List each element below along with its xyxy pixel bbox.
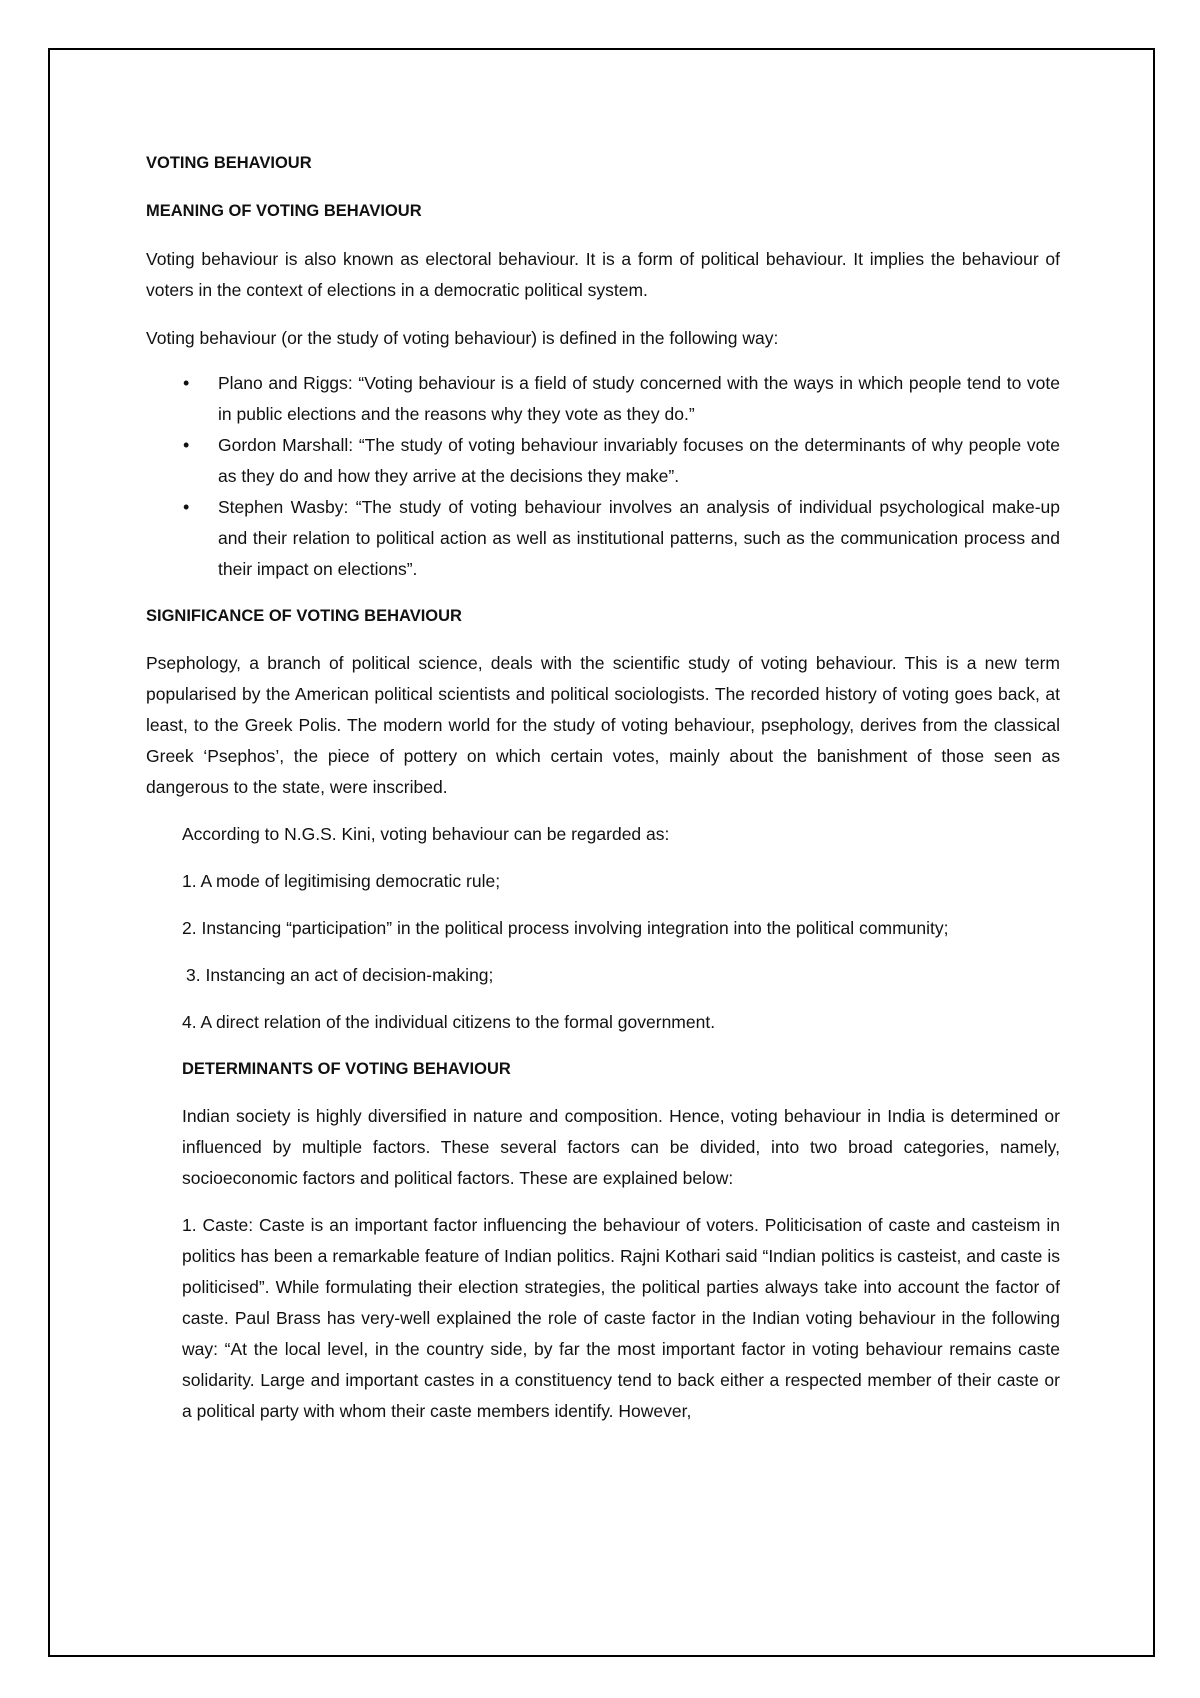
kini-intro: According to N.G.S. Kini, voting behaviour can be regarded as: <box>182 824 670 844</box>
determinants-paragraph: Indian society is highly diversified in nature and composition. Hence, voting behaviour in India is determined or influenced by multiple factors. These several factors can be divided, into two broad categories, namely, socioeconomic factors and political factors. These are explained below: <box>182 1106 1060 1188</box>
definition-text: Plano and Riggs: “Voting behaviour is a field of study concerned with the ways in which people tend to vote in public elections and the reasons why they vote as they do.” <box>218 373 1060 424</box>
meaning-heading: MEANING OF VOTING BEHAVIOUR <box>146 202 422 220</box>
list-item <box>146 368 1060 430</box>
list-item <box>146 492 1060 585</box>
significance-heading: SIGNIFICANCE OF VOTING BEHAVIOUR <box>146 607 462 625</box>
bullet-icon: • <box>183 435 190 455</box>
definitions-list <box>146 368 1060 585</box>
definition-intro: Voting behaviour (or the study of voting behaviour) is defined in the following way: <box>146 328 779 348</box>
caste-paragraph: 1. Caste: Caste is an important factor influencing the behaviour of voters. Politicisation of caste and casteism in politics has been a remarkable feature of Indian politics. Rajni Kothari said “Indian politics is casteist, and caste is politicised”. While formulating their election strategies, the political parties always take into account the factor of caste. Paul Brass has very-well explained the role of caste factor in the Indian voting behaviour in the following way: “At the local level, in the country side, by far the most important factor in voting behaviour remains caste solidarity. Large and important castes in a constituency tend to back either a respected member of their caste or a political party with whom their caste members identify. However, <box>182 1215 1060 1421</box>
definition-text: Stephen Wasby: “The study of voting behaviour involves an analysis of individual psychological make-up and their relation to political action as well as institutional patterns, such as the communication process and their impact on elections”. <box>218 497 1060 579</box>
list-item: 3. Instancing an act of decision-making; <box>186 965 494 985</box>
list-item: 2. Instancing “participation” in the political process involving integration into the political community; <box>182 918 949 938</box>
meaning-paragraph: Voting behaviour is also known as electoral behaviour. It is a form of political behaviour. It implies the behaviour of voters in the context of elections in a democratic political system. <box>146 249 1060 300</box>
list-item: 1. A mode of legitimising democratic rule; <box>182 871 501 891</box>
determinants-heading: DETERMINANTS OF VOTING BEHAVIOUR <box>182 1060 511 1078</box>
document-title: VOTING BEHAVIOUR <box>146 154 312 172</box>
significance-paragraph: Psephology, a branch of political science, deals with the scientific study of voting behaviour. This is a new term popularised by the American political scientists and political sociologists. The recorded history of voting goes back, at least, to the Greek Polis. The modern world for the study of voting behaviour, psephology, derives from the classical Greek ‘Psephos’, the piece of pottery on which certain votes, mainly about the banishment of those seen as dangerous to the state, were inscribed. <box>146 653 1060 797</box>
document-body <box>146 148 1060 1427</box>
list-item: 4. A direct relation of the individual citizens to the formal government. <box>182 1012 716 1032</box>
bullet-icon: • <box>183 373 190 393</box>
bullet-icon: • <box>183 497 190 517</box>
definition-text: Gordon Marshall: “The study of voting behaviour invariably focuses on the determinants of why people vote as they do and how they arrive at the decisions they make”. <box>218 435 1060 486</box>
determinants-section <box>182 819 1060 1427</box>
list-item <box>146 430 1060 492</box>
